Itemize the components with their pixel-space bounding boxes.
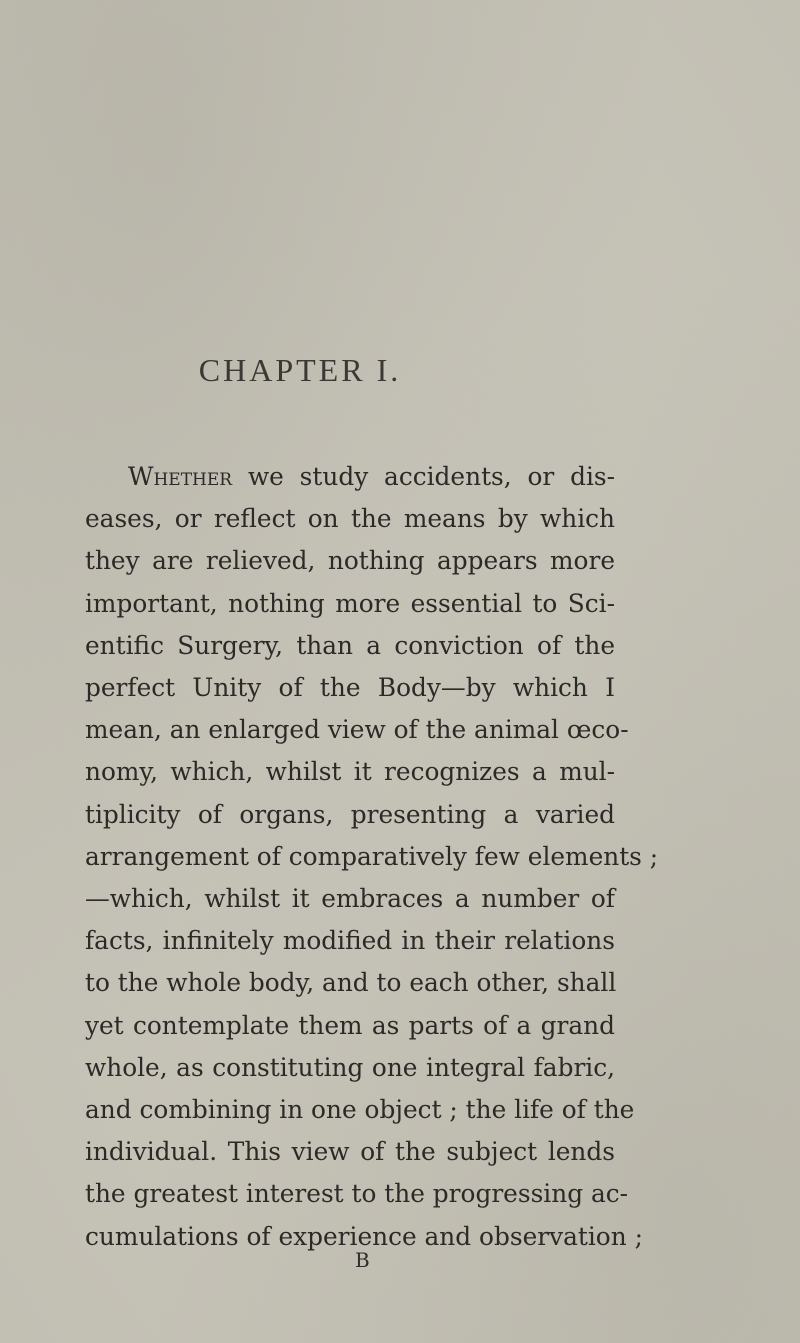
text-line-8: nomy, which, whilst it recognizes a mul- xyxy=(85,757,615,787)
text-line-6: perfect Unity of the Body—by which I xyxy=(85,673,615,703)
text-line-15: whole, as constituting one integral fabric, xyxy=(85,1052,615,1082)
text-line-3: they are relieved, nothing appears more xyxy=(85,546,615,576)
text-line-18: the greatest interest to the progressing ac- xyxy=(85,1179,629,1209)
text-line-19: cumulations of experience and observation ; xyxy=(85,1221,643,1251)
signature-mark: B xyxy=(355,1248,370,1272)
text-line-7: mean, an enlarged view of the animal œco- xyxy=(85,715,629,745)
text-line-16: and combining in one object ; the life of the xyxy=(85,1095,635,1125)
first-line-rest: we study accidents, or dis- xyxy=(247,462,615,491)
lead-word: Whether xyxy=(128,462,233,491)
text-line-9: tiplicity of organs, presenting a varied xyxy=(85,799,615,829)
text-line-17: individual. This view of the subject lends xyxy=(85,1137,615,1167)
text-line-13: to the whole body, and to each other, shall xyxy=(85,968,617,998)
chapter-heading: CHAPTER I. xyxy=(198,352,402,388)
text-line-12: facts, infinitely modified in their relations xyxy=(85,926,615,956)
text-line-2: eases, or reflect on the means by which xyxy=(85,504,615,534)
text-line-5: entific Surgery, than a conviction of the xyxy=(85,630,615,660)
text-line-10: arrangement of comparatively few elements ; xyxy=(85,841,659,871)
text-line-1 xyxy=(85,456,615,498)
body-paragraph xyxy=(85,456,659,1258)
text-line-11: —which, whilst it embraces a number of xyxy=(85,884,615,914)
text-line-14: yet contemplate them as parts of a grand xyxy=(85,1010,615,1040)
text-line-4: important, nothing more essential to Sci- xyxy=(85,588,615,618)
